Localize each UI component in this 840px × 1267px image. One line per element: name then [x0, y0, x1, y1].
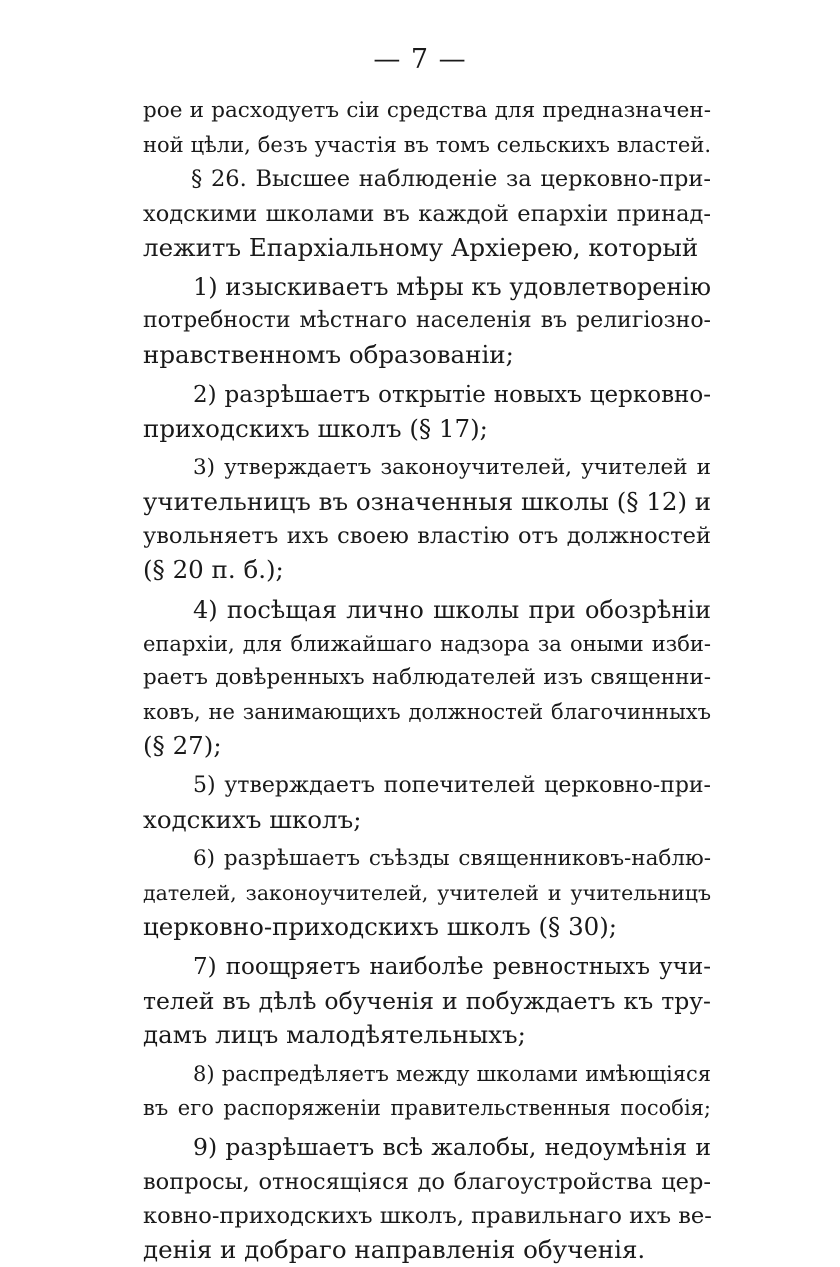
text-line: учительницъ въ означенныя школы (§ 12) и: [143, 487, 712, 517]
text-line: денiя и добраго направленiя обученiя.: [143, 1235, 646, 1264]
text-line: приходскихъ школъ (§ 17);: [143, 413, 488, 443]
text-line: ходскими школами въ каждой епархiи принад-: [143, 200, 711, 227]
list-item-line: 2) разрѣшаетъ открытiе новыхъ церковно-: [193, 381, 711, 408]
text-line: телей въ дѣлѣ обученiя и побуждаетъ къ тру-: [143, 986, 711, 1015]
text-line: (§ 27);: [143, 731, 222, 761]
text-line: дателей, законоучителей, учителей и учительницъ: [143, 881, 711, 906]
section-heading-line: § 26. Высшее наблюденiе за церковно-при-: [191, 166, 711, 193]
text-line: нравственномъ образованiи;: [143, 340, 514, 370]
text-line: епархiи, для ближайшаго надзора за оными изби-: [143, 631, 711, 656]
text-line: ковно-приходскихъ школъ, правильнаго ихъ ве-: [143, 1202, 712, 1229]
text-line: вопросы, относящiяся до благоустройства цер-: [143, 1168, 711, 1195]
text-line: ходскихъ школъ;: [143, 804, 362, 834]
text-line: церковно-приходскихъ школъ (§ 30);: [143, 912, 618, 942]
text-line: ковъ, не занимающихъ должностей благочинныхъ: [143, 700, 711, 725]
list-item-line: 4) посѣщая лично школы при обозрѣнiи: [193, 595, 711, 624]
text-line: потребности мѣстнаго населенiя въ религiозно-: [143, 308, 711, 334]
list-item-line: 7) поощряетъ наиболѣе ревностныхъ учи-: [193, 953, 711, 980]
list-item-line: 3) утверждаетъ законоучителей, учителей и: [193, 454, 711, 480]
text-line: увольняетъ ихъ своею властiю отъ должностей: [143, 523, 711, 550]
list-item-line: 5) утверждаетъ попечителей церковно-при-: [193, 772, 711, 798]
text-line: ной цѣли, безъ участiя въ томъ сельскихъ властей.: [143, 133, 711, 158]
body-text: [143, 94, 711, 1267]
list-item-line: 9) разрѣшаетъ всѣ жалобы, недоумѣнiя и: [193, 1133, 711, 1162]
text-line: лежитъ Епархiальному Архiерею, который: [143, 232, 699, 262]
page-number: — 7 —: [373, 44, 467, 75]
text-line: въ его распоряженiи правительственныя пособiя;: [143, 1096, 711, 1121]
text-line: раетъ довѣренныхъ наблюдателей изъ священни-: [143, 665, 711, 690]
text-line: (§ 20 п. б.);: [143, 555, 284, 585]
text-line: дамъ лицъ малодѣятельныхъ;: [143, 1019, 526, 1049]
list-item-line: 8) распредѣляетъ между школами имѣющiяся: [193, 1062, 711, 1087]
list-item-line: 1) изыскиваетъ мѣры къ удовлетворенiю: [193, 272, 711, 301]
list-item-line: 6) разрѣшаетъ съѣзды священниковъ-наблю-: [193, 845, 711, 871]
text-line: рое и расходуетъ сiи средства для предназначен-: [143, 98, 711, 123]
